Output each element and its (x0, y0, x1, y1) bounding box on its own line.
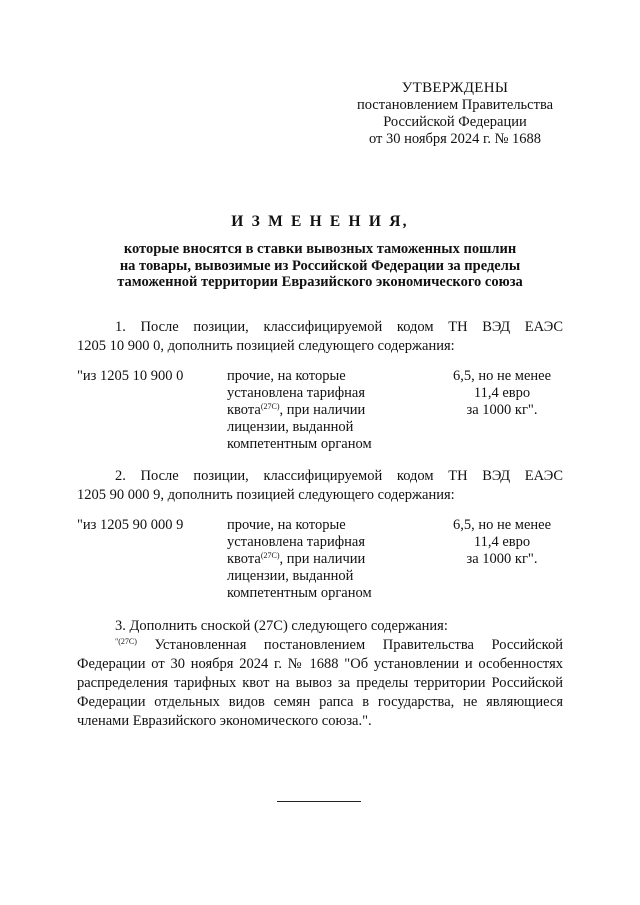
footnote-text-block (77, 636, 563, 731)
approval-stamp (340, 80, 570, 148)
footnote-text: Установленная постановлением Правительства Российской Федерации от 30 ноября 2024 г. № 1688 "Об установлении и особенностях распределения тарифных квот на вывоз за пределы территории Российской Федерации отдельных видов семян рапса в государства, не являющиеся членами Евразийского экономического союза.". (77, 637, 563, 729)
approval-line-2: Российской Федерации (383, 114, 527, 130)
footnote-intro: 3. Дополнить сноской (27С) следующего содержания: (115, 618, 448, 634)
title-sub-3: таможенной территории Евразийского экономического союза (117, 274, 523, 290)
item-1-line-1: 1. После позиции, классифицируемой кодом ТН ВЭД ЕАЭС (115, 319, 563, 335)
approval-heading: УТВЕРЖДЕНЫ (401, 80, 509, 96)
footnote-section (77, 617, 563, 731)
item-2-line-2: 1205 90 000 9, дополнить позицией следующего содержания: (77, 487, 455, 503)
item-1-rate-line: 6,5, но не менее (452, 368, 552, 384)
item-1-rate-line: 11,4 евро (473, 385, 531, 401)
item-2-paragraph (77, 467, 563, 505)
title-sub-2: на товары, вывозимые из Российской Федерации за пределы (119, 257, 521, 274)
item-1-desc-line: лицензии, выданной (227, 419, 354, 435)
footnote-mark: "(27С) (115, 637, 137, 646)
item-1-desc-line: компетентным органом (227, 436, 372, 452)
approval-line-3: от 30 ноября 2024 г. № 1688 (368, 131, 542, 147)
title-main: И З М Е Н Е Н И Я, (231, 213, 409, 230)
item-1-rate-line: за 1000 кг". (466, 402, 538, 418)
item-2-desc-text: , при наличии (279, 551, 366, 567)
item-2-rate-line: за 1000 кг". (466, 551, 538, 567)
item-2-code: "из 1205 90 000 9 (77, 517, 184, 533)
item-1-desc-text: , при наличии (279, 402, 366, 418)
item-1-rate (432, 368, 572, 419)
item-1-description (227, 368, 417, 453)
item-1-paragraph (77, 318, 563, 356)
item-1-footnote-ref: (27С) (260, 402, 280, 411)
item-2-desc-line: прочие, на которые (227, 517, 346, 533)
item-1-desc-line: прочие, на которые (227, 368, 346, 384)
item-2-desc-line: установлена тарифная (227, 534, 366, 550)
item-2-rate-line: 6,5, но не менее (452, 517, 552, 533)
item-1-desc-line (227, 402, 417, 419)
item-2-footnote-ref: (27С) (260, 551, 280, 560)
item-1-code: "из 1205 10 900 0 (77, 368, 184, 384)
approval-line-1: постановлением Правительства (356, 97, 554, 113)
item-2-rate-line: 11,4 евро (473, 534, 531, 550)
item-2-desc-text: квота (227, 551, 261, 567)
item-1-desc-line: установлена тарифная (227, 385, 366, 401)
item-2-line-1: 2. После позиции, классифицируемой кодом ТН ВЭД ЕАЭС (115, 468, 563, 484)
item-1-line-2: 1205 10 900 0, дополнить позицией следующего содержания: (77, 338, 455, 354)
item-2-desc-line (227, 551, 417, 568)
footer-divider (277, 801, 361, 802)
item-2-desc-line: компетентным органом (227, 585, 372, 601)
item-1-desc-text: квота (227, 402, 261, 418)
item-2-description (227, 517, 417, 602)
item-2-desc-line: лицензии, выданной (227, 568, 354, 584)
title-sub-1: которые вносятся в ставки вывозных таможенных пошлин (123, 241, 517, 257)
document-title (70, 213, 570, 291)
item-2-rate (432, 517, 572, 568)
